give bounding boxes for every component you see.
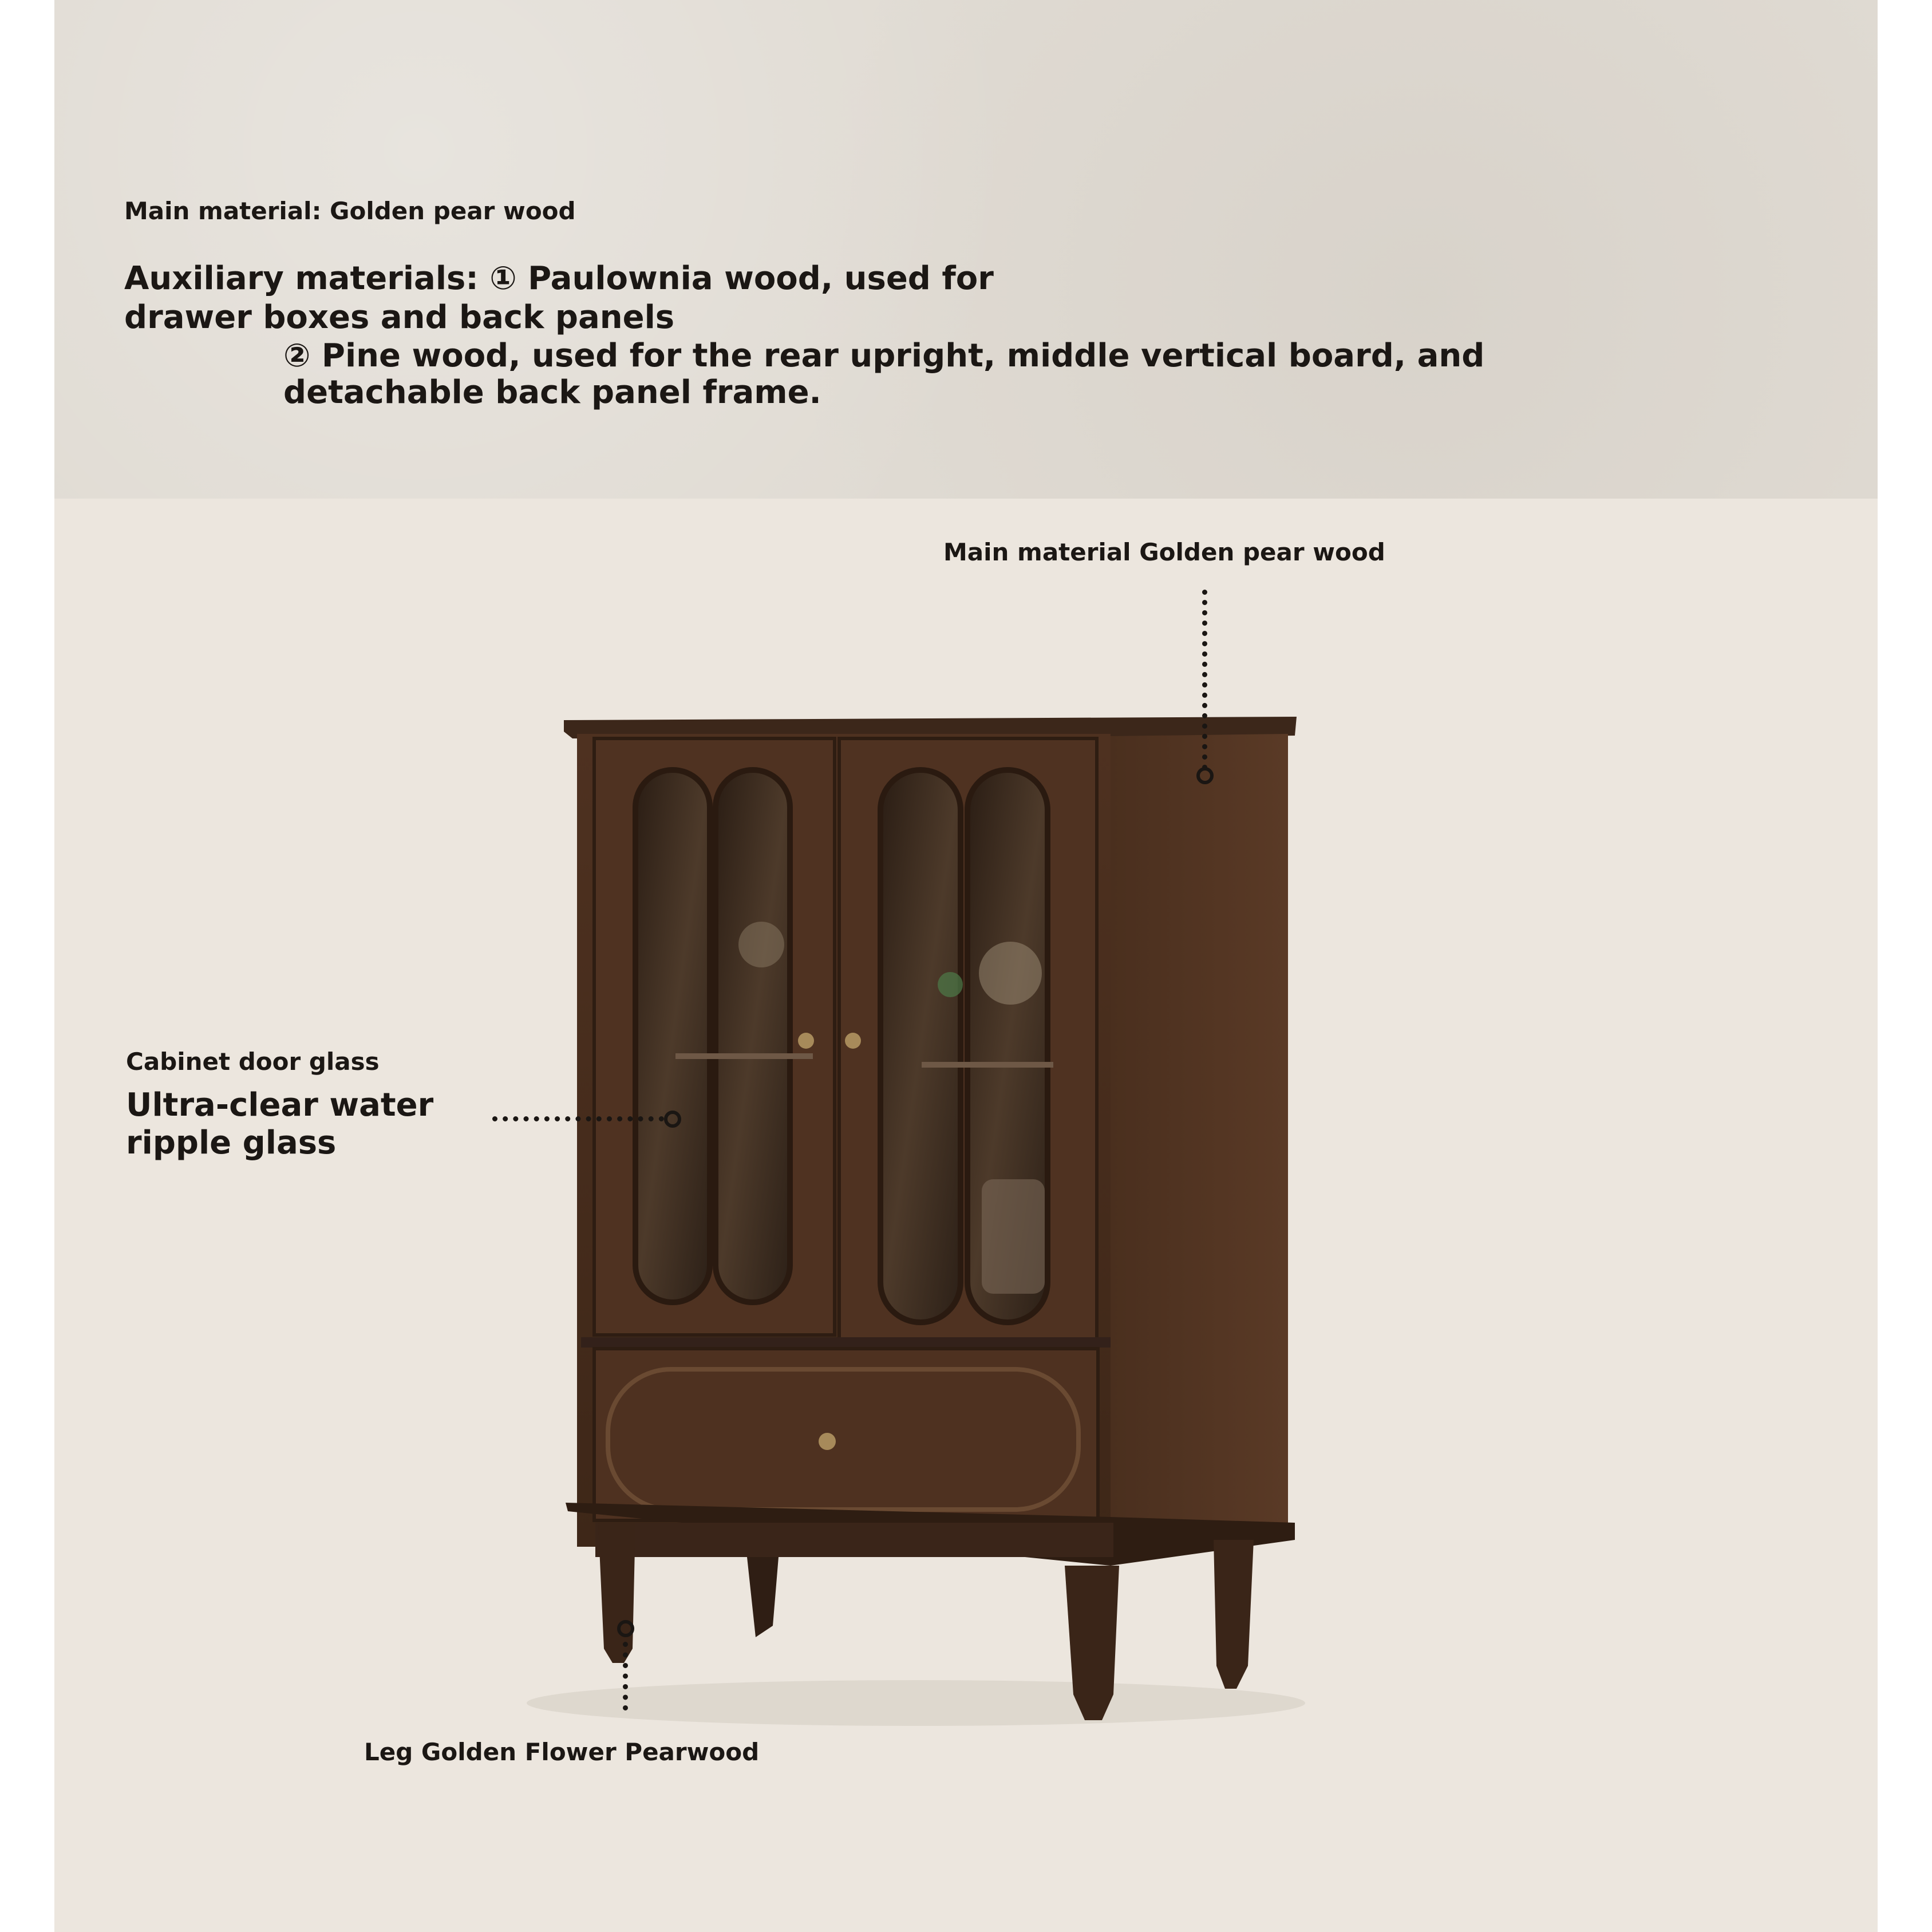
glass-shelf: [922, 1062, 1053, 1068]
floor-shadow: [527, 1680, 1305, 1726]
decor-item: [979, 942, 1042, 1005]
drawer-knob: [819, 1433, 836, 1450]
callout-glass-value-line-1: Ultra-clear water: [126, 1086, 434, 1124]
auxiliary-material-line-1: Auxiliary materials: ① Paulownia wood, used for: [124, 260, 994, 297]
callout-leader-leg: [623, 1642, 628, 1710]
decor-basket: [982, 1179, 1045, 1294]
cabinet-side: [1111, 734, 1288, 1546]
cabinet-leg: [598, 1523, 635, 1663]
auxiliary-material-line-3: ② Pine wood, used for the rear upright, middle vertical board, and: [283, 337, 1485, 374]
glass-pane: [716, 770, 790, 1302]
callout-marker-leg: [617, 1620, 634, 1637]
cabinet-leg: [1214, 1540, 1254, 1689]
glass-pane: [635, 770, 710, 1302]
drawer: [594, 1349, 1098, 1520]
callout-leg-material: Leg Golden Flower Pearwood: [364, 1738, 760, 1766]
callout-top-material: Main material Golden pear wood: [943, 538, 1385, 566]
main-material-text: Main material: Golden pear wood: [124, 197, 576, 225]
callout-marker-top: [1196, 767, 1214, 784]
auxiliary-material-line-4: detachable back panel frame.: [283, 374, 821, 411]
door-knob: [845, 1033, 861, 1049]
callout-glass-value-line-2: ripple glass: [126, 1124, 337, 1161]
callout-glass-label: Cabinet door glass: [126, 1048, 380, 1076]
cabinet-leg: [747, 1557, 779, 1637]
callout-marker-glass: [664, 1111, 681, 1128]
auxiliary-material-line-2: drawer boxes and back panels: [124, 299, 675, 336]
decor-item: [738, 922, 784, 967]
apron: [595, 1523, 1113, 1557]
divider-rail: [581, 1337, 1111, 1348]
decor-item: [938, 972, 963, 997]
glass-shelf: [675, 1053, 813, 1059]
callout-leader-glass: [492, 1116, 664, 1121]
callout-leader-top: [1202, 590, 1207, 770]
door-knob: [798, 1033, 814, 1049]
glass-pane: [880, 770, 961, 1322]
